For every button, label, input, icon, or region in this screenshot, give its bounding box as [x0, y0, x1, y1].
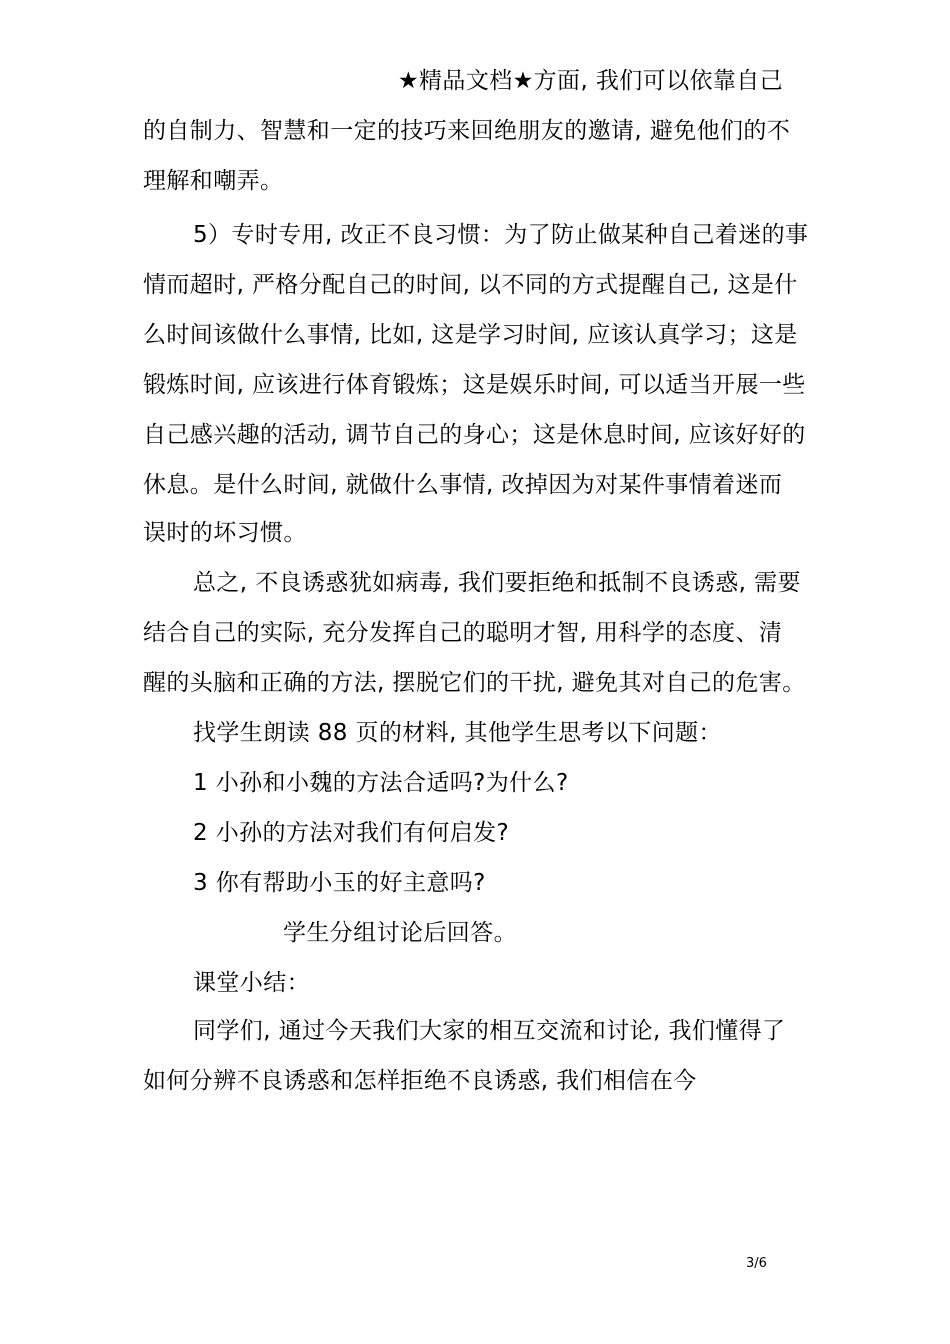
list-item: 2 小孙的方法对我们有何启发?: [193, 820, 510, 846]
text-line: 5）专时专用, 改正不良习惯：为了防止做某种自己着迷的事: [193, 222, 809, 248]
text-line: 如何分辨不良诱惑和怎样拒绝不良诱惑, 我们相信在今: [143, 1068, 697, 1094]
text-line: 找学生朗读 88 页的材料, 其他学生思考以下问题：: [193, 720, 722, 746]
header-line: [398, 66, 783, 96]
list-item: 3 你有帮助小玉的好主意吗?: [193, 870, 486, 896]
text-line: 情而超时, 严格分配自己的时间, 以不同的方式提醒自己, 这是什: [143, 272, 798, 298]
text-line: 么时间该做什么事情, 比如, 这是学习时间, 应该认真学习；这是: [143, 322, 798, 348]
text-line: 醒的头脑和正确的方法, 摆脱它们的干扰, 避免其对自己的危害。: [143, 670, 806, 696]
text-line: 同学们, 通过今天我们大家的相互交流和讨论, 我们懂得了: [193, 1018, 786, 1044]
text-line: 误时的坏习惯。: [143, 520, 307, 546]
section-heading: 课堂小结：: [193, 970, 310, 996]
text-line: 自己感兴趣的活动, 调节自己的身心；这是休息时间, 应该好好的: [143, 422, 806, 448]
text-line: 总之, 不良诱惑犹如病毒, 我们要拒绝和抵制不良诱惑, 需要: [193, 570, 801, 596]
text-line: 的自制力、智慧和一定的技巧来回绝朋友的邀请, 避免他们的不: [143, 118, 791, 144]
list-item: 1 小孙和小魏的方法合适吗?为什么?: [193, 770, 569, 796]
header-continuation-text: 方面, 我们可以依靠自己: [533, 68, 784, 94]
document-badge: ★精品文档★: [398, 68, 534, 94]
page-number: 3/6: [746, 1256, 767, 1271]
text-line: 结合自己的实际, 充分发挥自己的聪明才智, 用科学的态度、清: [143, 620, 783, 646]
text-line: 理解和嘲弄。: [143, 168, 284, 194]
text-line: 休息。是什么时间, 就做什么事情, 改掉因为对某件事情着迷而: [143, 472, 783, 498]
text-line: 锻炼时间, 应该进行体育锻炼；这是娱乐时间, 可以适当开展一些: [143, 372, 806, 398]
text-line: 学生分组讨论后回答。: [283, 920, 517, 946]
